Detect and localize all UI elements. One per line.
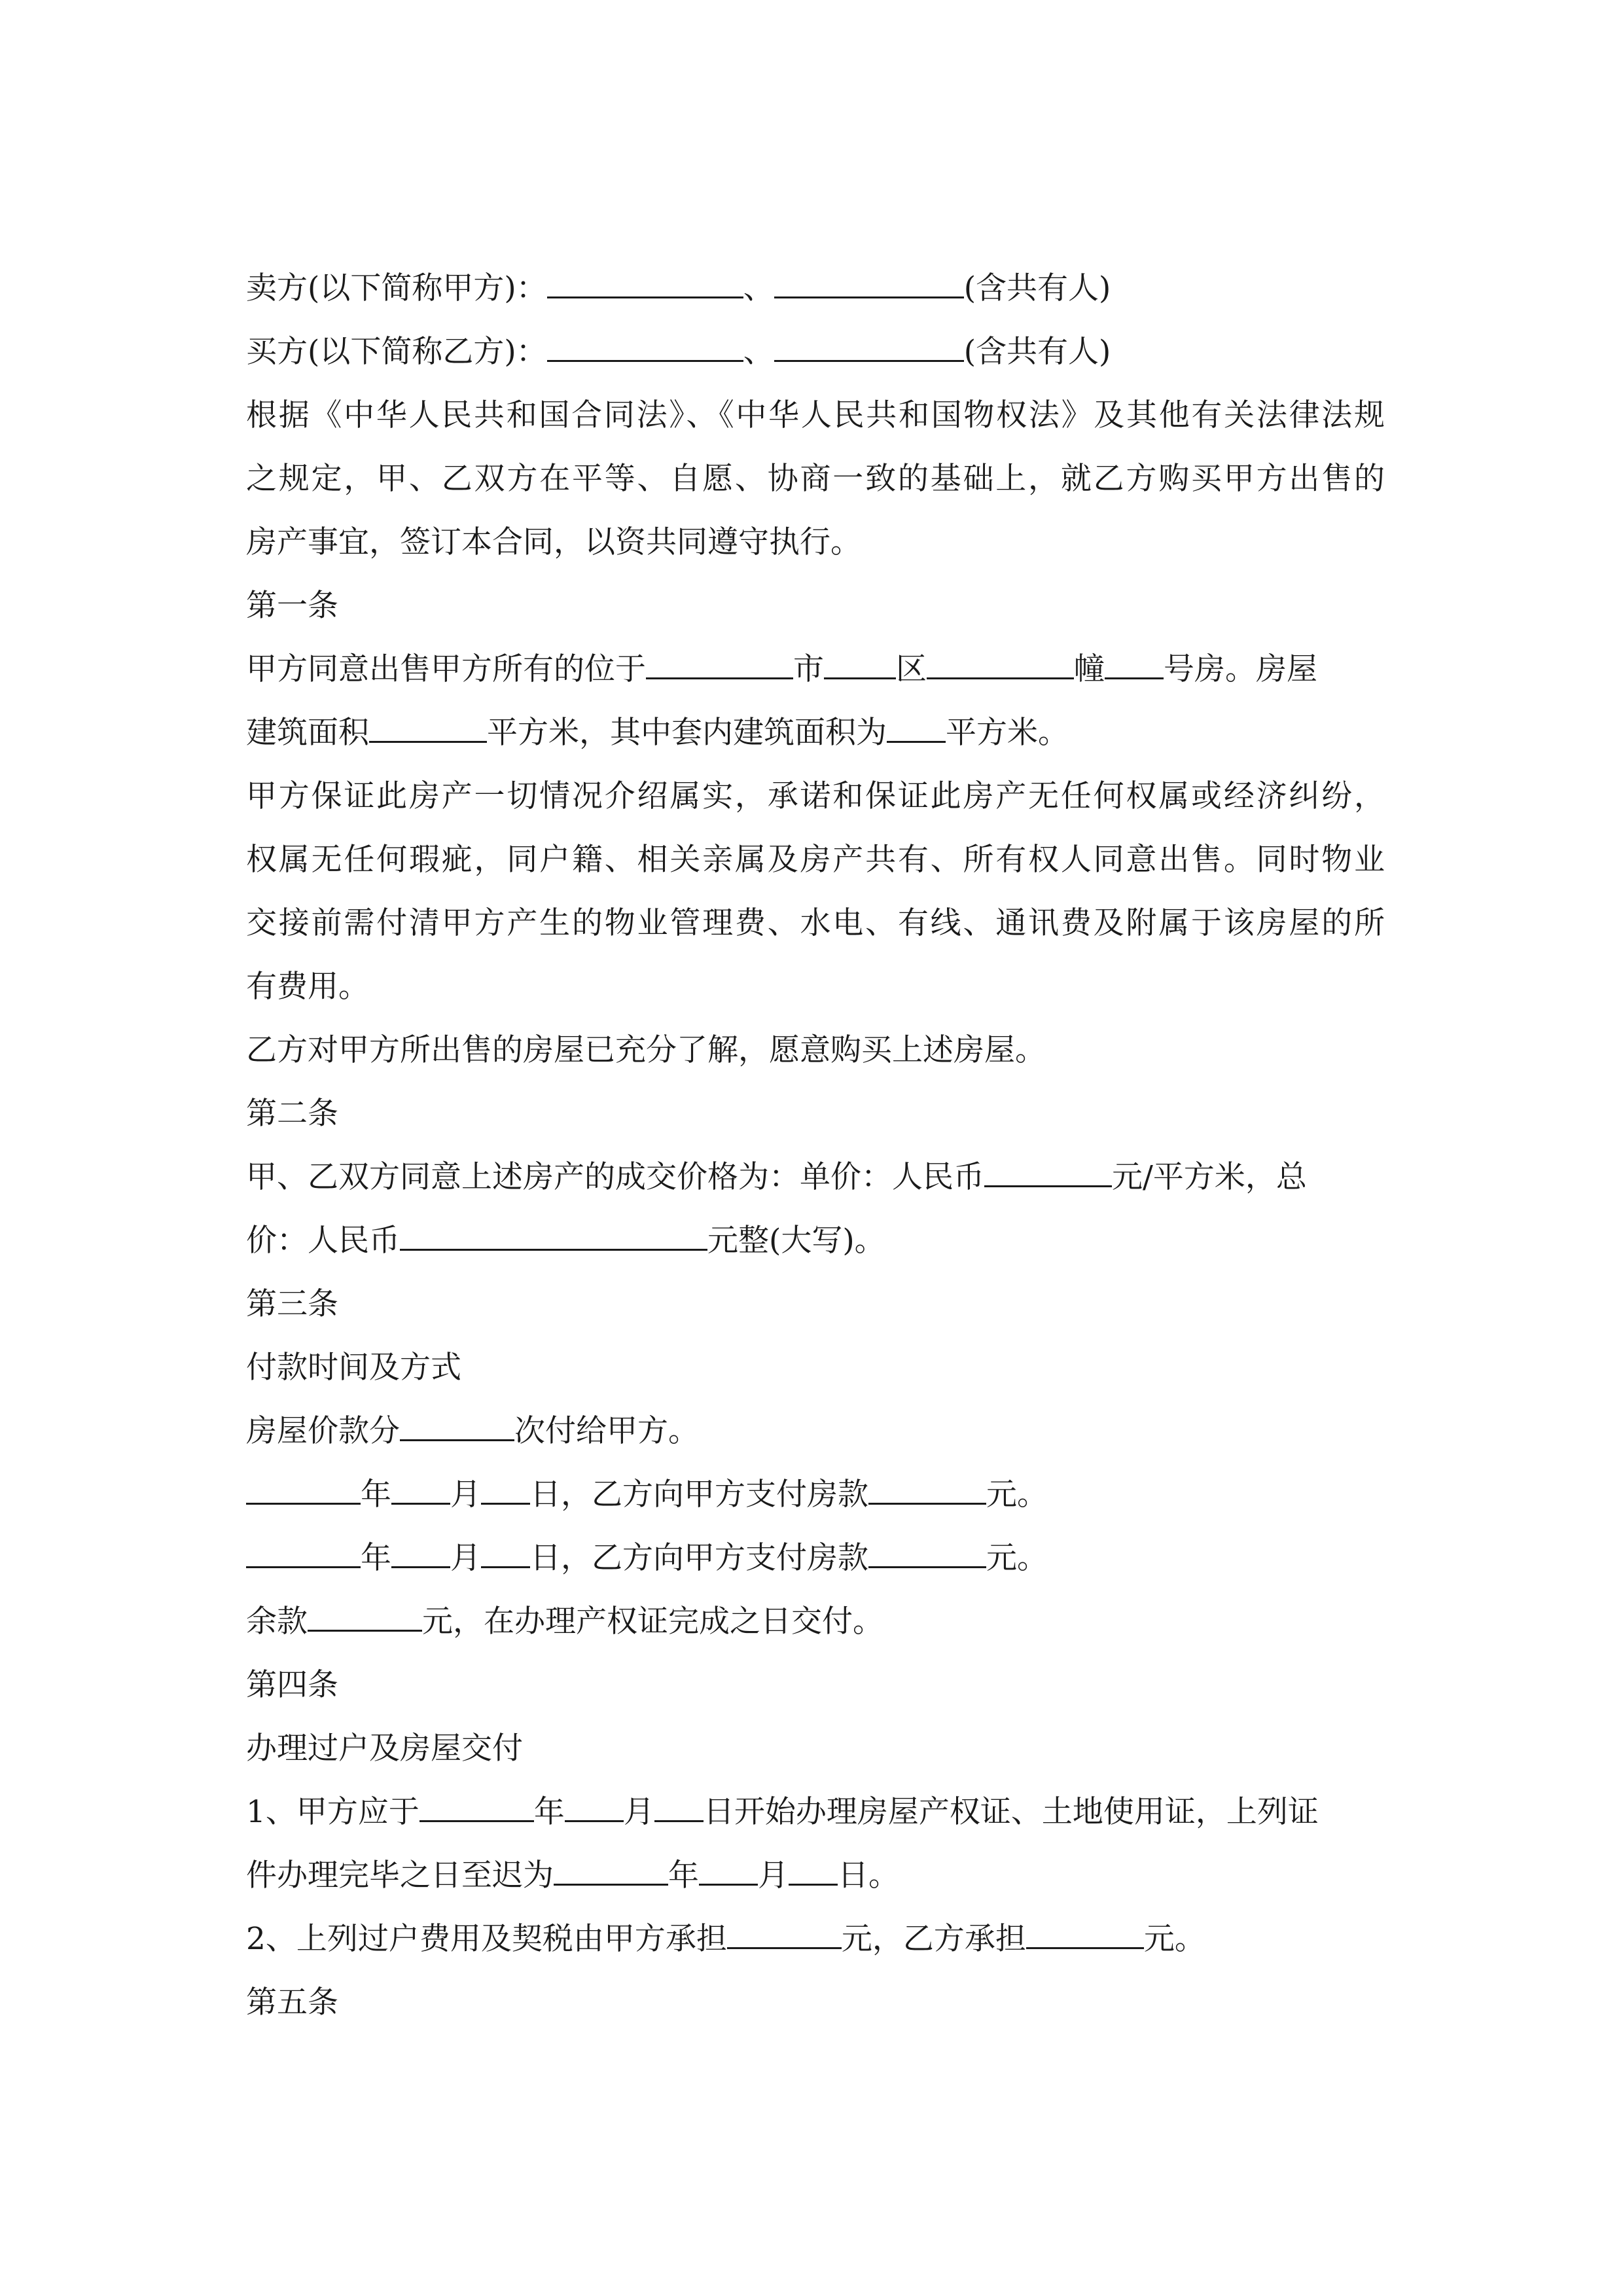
room-number-blank[interactable] xyxy=(1105,639,1164,679)
seller-line xyxy=(246,257,1385,320)
payment-line-2 xyxy=(246,1526,1385,1590)
price-text-4: 元整(大写)。 xyxy=(707,1223,885,1259)
payment-2-month-blank[interactable] xyxy=(391,1528,450,1568)
transfer-1-text-3: 件办理完毕之日至迟为 xyxy=(246,1857,554,1893)
transfer-item-1-line-1 xyxy=(246,1780,1385,1844)
payment-line-1 xyxy=(246,1463,1385,1526)
article-1-area xyxy=(246,701,1385,764)
seller-suffix: (含共有人) xyxy=(963,270,1111,306)
guarantee-line-1: 甲方保证此房产一切情况介绍属实，承诺和保证此房产无任何权属或经济纠纷， xyxy=(246,778,1385,814)
payment-1-yuan: 元。 xyxy=(986,1477,1048,1513)
payment-2-year-label: 年 xyxy=(361,1540,391,1576)
payment-2-month-label: 月 xyxy=(450,1540,481,1576)
transfer-start-year-blank[interactable] xyxy=(419,1782,534,1822)
inner-area-blank[interactable] xyxy=(887,703,946,743)
guarantee-line-4: 有费用。 xyxy=(246,969,369,1005)
total-price-blank[interactable] xyxy=(400,1211,707,1251)
location-text-building: 幢 xyxy=(1074,651,1105,687)
buyer-name-blank-1[interactable] xyxy=(547,322,743,362)
location-text-city: 市 xyxy=(793,651,824,687)
installments-text-2: 次付给甲方。 xyxy=(514,1413,699,1449)
transfer-item-2-line xyxy=(246,1907,1385,1971)
article-5-title: 第五条 xyxy=(246,1984,338,2020)
seller-fee-blank[interactable] xyxy=(727,1909,842,1949)
article-4-title: 第四条 xyxy=(246,1667,338,1703)
payment-1-month-label: 月 xyxy=(450,1477,481,1513)
seller-name-blank-1[interactable] xyxy=(547,259,743,298)
seller-name-blank-2[interactable] xyxy=(774,259,964,298)
payment-2-amount-blank[interactable] xyxy=(868,1528,986,1568)
installments-line xyxy=(246,1399,1385,1463)
transfer-start-month-label: 月 xyxy=(623,1794,654,1830)
price-text-3: 价：人民币 xyxy=(246,1223,400,1259)
buyer-label: 买方(以下简称乙方)： xyxy=(246,334,547,370)
buyer-acknowledgement: 乙方对甲方所出售的房屋已充分了解，愿意购买上述房屋。 xyxy=(246,1032,1046,1068)
payment-1-amount-blank[interactable] xyxy=(868,1465,986,1505)
transfer-end-month-blank[interactable] xyxy=(699,1846,758,1886)
guarantee-line-2: 权属无任何瑕疵，同户籍、相关亲属及房产共有、所有权人同意出售。同时物业 xyxy=(246,842,1385,878)
location-text-1: 甲方同意出售甲方所有的位于 xyxy=(246,651,646,687)
building-area-blank[interactable] xyxy=(369,703,487,743)
price-line-1 xyxy=(246,1145,1385,1209)
payment-1-text: 日，乙方向甲方支付房款 xyxy=(530,1477,868,1513)
contract-page xyxy=(246,257,1385,2034)
payment-2-year-blank[interactable] xyxy=(246,1528,361,1568)
article-3-title: 第三条 xyxy=(246,1286,338,1322)
payment-2-text: 日，乙方向甲方支付房款 xyxy=(530,1540,868,1576)
transfer-item-1-line-2 xyxy=(246,1844,1385,1907)
buyer-name-blank-2[interactable] xyxy=(774,322,964,362)
buyer-fee-blank[interactable] xyxy=(1026,1909,1144,1949)
payment-2-day-blank[interactable] xyxy=(481,1528,530,1568)
transfer-end-year-blank[interactable] xyxy=(554,1846,668,1886)
transfer-start-month-blank[interactable] xyxy=(565,1782,624,1822)
seller-separator: 、 xyxy=(743,270,774,306)
transfer-start-day-blank[interactable] xyxy=(654,1782,704,1822)
installments-text-1: 房屋价款分 xyxy=(246,1413,400,1449)
payment-1-day-blank[interactable] xyxy=(481,1465,530,1505)
transfer-2-text-2: 元，乙方承担 xyxy=(841,1921,1026,1957)
buyer-line xyxy=(246,320,1385,384)
location-text-district: 区 xyxy=(896,651,927,687)
seller-label: 卖方(以下简称甲方)： xyxy=(246,270,547,306)
payment-1-year-label: 年 xyxy=(361,1477,391,1513)
payment-1-year-blank[interactable] xyxy=(246,1465,361,1505)
location-text-room: 号房。房屋 xyxy=(1164,651,1317,687)
article-1-location xyxy=(246,637,1385,701)
transfer-end-year-label: 年 xyxy=(668,1857,699,1893)
city-blank[interactable] xyxy=(646,639,793,679)
buyer-suffix: (含共有人) xyxy=(963,334,1111,370)
area-text-1: 建筑面积 xyxy=(246,715,369,751)
guarantee-line-3: 交接前需付清甲方产生的物业管理费、水电、有线、通讯费及附属于该房屋的所 xyxy=(246,905,1385,941)
area-text-3: 平方米。 xyxy=(946,715,1069,751)
unit-price-blank[interactable] xyxy=(984,1147,1112,1187)
article-2-title: 第二条 xyxy=(246,1096,338,1132)
price-text-2: 元/平方米，总 xyxy=(1112,1159,1307,1195)
transfer-start-year-label: 年 xyxy=(533,1794,565,1830)
payment-1-month-blank[interactable] xyxy=(391,1465,450,1505)
article-4-subtitle: 办理过户及房屋交付 xyxy=(246,1731,523,1767)
preamble-line-1: 根据《中华人民共和国合同法》、《中华人民共和国物权法》及其他有关法律法规 xyxy=(246,397,1385,433)
district-blank[interactable] xyxy=(824,639,896,679)
transfer-end-day-blank[interactable] xyxy=(789,1846,838,1886)
balance-text-2: 元，在办理产权证完成之日交付。 xyxy=(422,1604,883,1640)
price-line-2 xyxy=(246,1209,1385,1272)
article-3-subtitle: 付款时间及方式 xyxy=(246,1350,461,1386)
installments-count-blank[interactable] xyxy=(400,1401,514,1441)
building-blank[interactable] xyxy=(927,639,1074,679)
payment-2-yuan: 元。 xyxy=(986,1540,1048,1576)
preamble-line-2: 之规定，甲、乙双方在平等、自愿、协商一致的基础上，就乙方购买甲方出售的 xyxy=(246,461,1385,497)
price-text-1: 甲、乙双方同意上述房产的成交价格为：单价：人民币 xyxy=(246,1159,984,1195)
buyer-separator: 、 xyxy=(743,334,774,370)
balance-text-1: 余款 xyxy=(246,1604,308,1640)
transfer-end-month-label: 月 xyxy=(758,1857,789,1893)
balance-amount-blank[interactable] xyxy=(308,1592,422,1632)
area-text-2: 平方米，其中套内建筑面积为 xyxy=(487,715,887,751)
transfer-1-text-2: 日开始办理房屋产权证、土地使用证，上列证 xyxy=(703,1794,1319,1830)
balance-line xyxy=(246,1590,1385,1653)
preamble-line-3: 房产事宜，签订本合同，以资共同遵守执行。 xyxy=(246,524,861,560)
transfer-2-text-1: 2、上列过户费用及契税由甲方承担 xyxy=(246,1921,727,1957)
transfer-2-text-3: 元。 xyxy=(1143,1921,1205,1957)
transfer-end-day-label: 日。 xyxy=(838,1857,899,1893)
article-1-title: 第一条 xyxy=(246,588,338,624)
transfer-1-text-1: 1、甲方应于 xyxy=(246,1794,419,1830)
